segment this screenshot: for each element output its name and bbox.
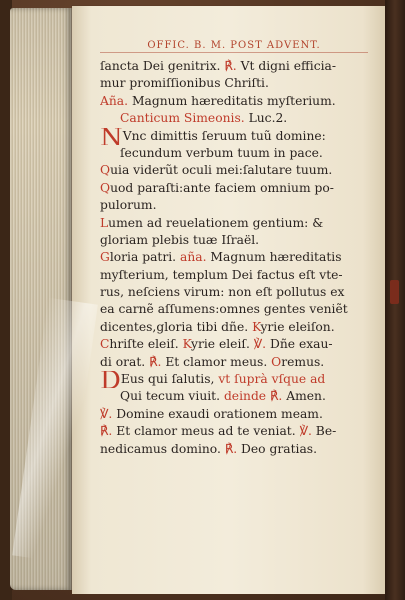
- text-span: Et clamor meus ad te veniat.: [112, 424, 300, 439]
- text-span: gloriam plebis tuæ Iſraël.: [100, 232, 260, 247]
- text-line: [100, 371, 386, 388]
- rubric-text: K: [182, 337, 192, 352]
- text-span: ſecundum verbum tuum in pace.: [120, 145, 323, 160]
- text-line: [100, 423, 386, 440]
- text-span: myſterium, templum Dei factus eſt vte-: [100, 267, 343, 282]
- text-line: [100, 354, 386, 371]
- text-line: [100, 180, 386, 197]
- text-span: rus, neſciens virum: non eſt pollutus ex: [100, 285, 345, 300]
- text-span: Amen.: [282, 389, 326, 404]
- text-span: hriſte eleiſ.: [109, 337, 183, 352]
- text-line: [100, 75, 386, 92]
- header-rule: [100, 52, 368, 53]
- text-line: [100, 215, 386, 232]
- text-span: uod paraſti:ante faciem omnium po-: [110, 180, 334, 195]
- text-span: Dñe exau-: [266, 337, 333, 352]
- text-span: Qui tecum viuit.: [120, 389, 224, 404]
- page-text: [100, 58, 386, 458]
- text-span: Vnc dimittis ſeruum tuũ domine:: [122, 128, 326, 143]
- text-line: [100, 406, 386, 423]
- text-span: Magnum hæreditatis: [206, 250, 342, 265]
- rubric-text: ℣.: [100, 406, 113, 421]
- text-span: Be-: [311, 424, 337, 439]
- text-line: [100, 128, 386, 145]
- rubric-text: O: [271, 354, 282, 369]
- text-line: [100, 301, 386, 318]
- rubric-text: L: [100, 215, 109, 230]
- text-span: Et clamor meus.: [161, 354, 272, 369]
- text-line: [100, 58, 386, 75]
- text-span: loria patri.: [109, 250, 180, 265]
- text-span: Eus qui ſalutis,: [120, 372, 219, 387]
- rubric-text: Q: [100, 163, 111, 178]
- text-span: Deo gratias.: [237, 441, 318, 456]
- rubric-text: ℣.: [253, 337, 267, 352]
- text-span: umen ad reuelationem gentium: &: [108, 215, 324, 230]
- text-line: [100, 232, 386, 249]
- text-line: [100, 336, 386, 353]
- drop-capital: N: [100, 127, 123, 145]
- text-span: di orat.: [100, 354, 150, 369]
- rubric-text: aña.: [180, 250, 207, 265]
- text-line: [100, 441, 386, 458]
- rubric-text: ℟.: [224, 441, 238, 456]
- text-line: [100, 284, 386, 301]
- text-span: mur promiſſionibus Chriſti.: [100, 76, 269, 91]
- text-span: remus.: [281, 354, 325, 369]
- text-span: Vt digni efficia-: [236, 59, 337, 73]
- text-span: Magnum hæreditatis myſterium.: [128, 93, 336, 108]
- text-line: [100, 145, 386, 162]
- rubric-text: G: [100, 250, 110, 265]
- text-span: ſancta Dei genitrix.: [100, 59, 225, 73]
- text-span: yrie eleiſ.: [191, 337, 254, 352]
- rubric-text: C: [100, 337, 110, 352]
- text-line: [100, 319, 386, 336]
- text-span: uia viderũt oculi mei:ſalutare tuum.: [110, 163, 333, 178]
- text-span: pulorum.: [100, 198, 157, 213]
- text-span: Luc.2.: [244, 111, 288, 126]
- rubric-text: ℟.: [149, 354, 162, 369]
- running-head: OFFIC. B. M. POST ADVENT.: [147, 40, 321, 51]
- text-line: [100, 249, 386, 266]
- text-line: [100, 267, 386, 284]
- rubric-text: ℟.: [224, 59, 237, 73]
- text-span: Domine exaudi orationem meam.: [112, 406, 323, 421]
- rubric-text: ℟.: [100, 424, 113, 439]
- rubric-text: Q: [100, 180, 111, 195]
- book-page: [72, 6, 388, 594]
- page-edges-stack: [10, 8, 72, 590]
- text-line: [100, 162, 386, 179]
- text-span: nedicamus domino.: [100, 441, 225, 456]
- rubric-text: ℣.: [299, 424, 312, 439]
- rubric-text: K: [252, 319, 261, 334]
- rubric-text: Canticum Simeonis.: [120, 111, 245, 126]
- text-span: ea carnẽ aſſumens:omnes gentes veniẽt: [100, 302, 348, 317]
- rubric-text: Añа.: [100, 93, 129, 108]
- text-line: [100, 93, 386, 110]
- text-line: [100, 110, 386, 127]
- text-line: [100, 197, 386, 214]
- text-span: dicentes,gloria tibi dñe.: [100, 319, 253, 334]
- text-span: yrie eleiſon.: [260, 319, 335, 334]
- rubric-text: deinde ℟.: [223, 389, 283, 404]
- book-right-edge: [385, 0, 405, 600]
- text-line: [100, 388, 386, 405]
- drop-capital: D: [100, 371, 121, 389]
- ribbon-marker: [390, 280, 399, 304]
- rubric-text: vt ſuprà vſque ad: [218, 372, 326, 387]
